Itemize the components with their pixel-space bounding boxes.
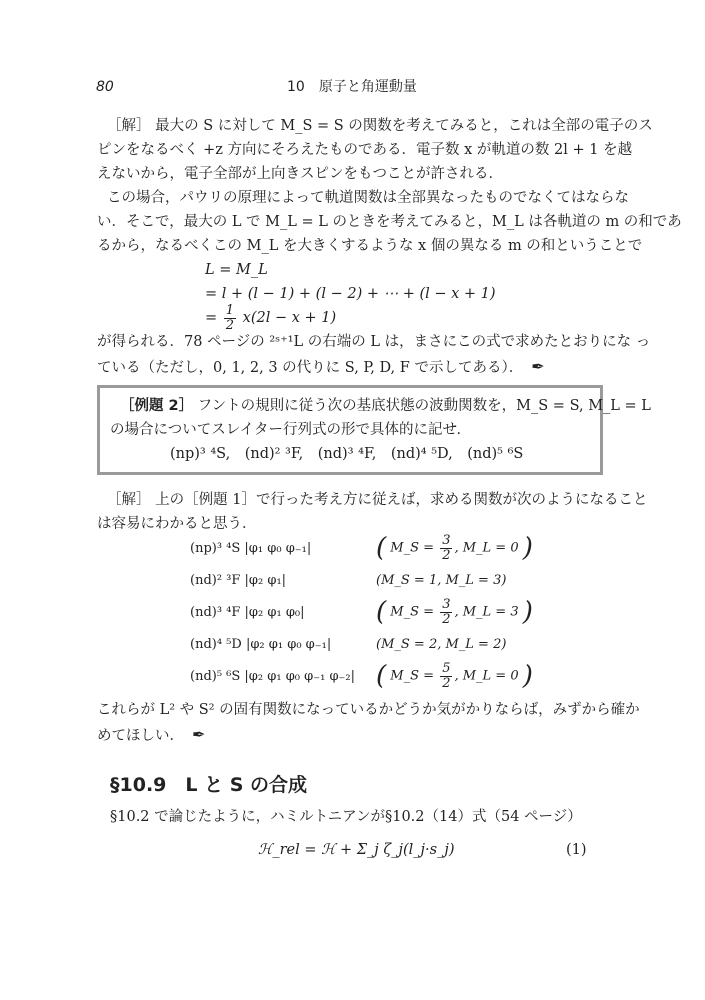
example-line: の場合についてスレイター行列式の形で具体的に記せ． xyxy=(110,422,472,438)
pen-nib-icon: ✒ xyxy=(531,357,545,376)
running-header: 10 原子と角運動量 xyxy=(287,79,417,95)
determinant-state: (nd)⁴ ⁵D |φ₂ φ₁ φ₀ φ₋₁| xyxy=(190,637,332,652)
page-number: 80 xyxy=(96,79,114,95)
determinant-state: (nd)² ³F |φ₂ φ₁| xyxy=(190,573,287,588)
quantum-numbers: ( M_S = $\frac{3}{2}$ , M_L = 3 ) xyxy=(376,597,533,628)
text-line: るから，なるべくこの M_L を大きくするような x 個の異なる m の和ということで xyxy=(97,238,643,254)
text-line: えないから，電子全部が上向きスピンをもつことが許される． xyxy=(97,166,503,182)
text-line: 最大の S に対して M_S = S の関数を考えてみると，これは全部の電子のス xyxy=(155,118,653,134)
text-line: §10.2 で論じたように，ハミルトニアンが§10.2（14）式（54 ページ） xyxy=(110,809,582,825)
equation-line: = $\frac{1}{2}$ x(2l − x + 1) xyxy=(205,303,337,333)
text-line: ピンをなるべく +z 方向にそろえたものである．電子数 x が軌道の数 2l + 1 を越 xyxy=(97,142,633,158)
example-configs: (np)³ ⁴S, (nd)² ³F, (nd)³ ⁴F, (nd)⁴ ⁵D, (nd)⁵ ⁶S xyxy=(170,446,524,462)
example-label: ［例題 2］ xyxy=(120,398,194,414)
solution-label: ［解］ xyxy=(107,118,151,134)
quantum-numbers: (M_S = 2, M_L = 2) xyxy=(376,637,507,652)
solution-1-paragraph xyxy=(107,119,653,134)
text-line: い．そこで，最大の L で M_L = L のときを考えてみると，M_L は各軌道の m の和であ xyxy=(97,214,682,230)
text-line: は容易にわかると思う． xyxy=(97,516,257,532)
quantum-numbers: ( M_S = $\frac{3}{2}$ , M_L = 0 ) xyxy=(376,533,533,564)
determinant-state: (nd)³ ⁴F |φ₂ φ₁ φ₀| xyxy=(190,605,305,620)
example-line: ［例題 2］ フントの規則に従う次の基底状態の波動関数を，M_S = S, M_L = L xyxy=(120,398,651,414)
equation-line: ℋ_rel = ℋ + Σ_j ζ_j(l_j·s_j) xyxy=(258,842,455,858)
fraction: $\frac{1}{2}$ xyxy=(225,303,235,333)
solution-2-paragraph: ［解］ 上の［例題 1］で行った考え方に従えば，求める関数が次のようになること xyxy=(107,492,648,508)
determinant-state: (nd)⁵ ⁶S |φ₂ φ₁ φ₀ φ₋₁ φ₋₂| xyxy=(190,669,356,684)
equation-line: L = M_L xyxy=(205,262,268,278)
text-line: これらが L² や S² の固有関数になっているかどうか気がかりならば，みずから確か xyxy=(97,702,640,718)
determinant-state: (np)³ ⁴S |φ₁ φ₀ φ₋₁| xyxy=(190,541,312,556)
solution-label: ［解］ xyxy=(107,492,151,508)
quantum-numbers: ( M_S = $\frac{5}{2}$ , M_L = 0 ) xyxy=(376,661,533,692)
equation-line: = l + (l − 1) + (l − 2) + ⋯ + (l − x + 1) xyxy=(205,286,496,302)
section-heading: §10.9 L と S の合成 xyxy=(110,774,308,796)
pen-nib-icon: ✒ xyxy=(192,725,206,744)
text-line: この場合，パウリの原理によって軌道関数は全部異なったものでなくてはならな xyxy=(107,190,629,206)
text-line: が得られる．78 ページの ²ˢ⁺¹L の右端の L は，まさにこの式で求めたとおりにな っ xyxy=(97,334,651,350)
text-line: ている（ただし，0, 1, 2, 3 の代りに S, P, D, F で示してある）． ✒ xyxy=(97,357,545,376)
quantum-numbers: (M_S = 1, M_L = 3) xyxy=(376,573,507,588)
text-line: めてほしい． ✒ xyxy=(97,725,206,744)
equation-number: (1) xyxy=(566,842,587,858)
